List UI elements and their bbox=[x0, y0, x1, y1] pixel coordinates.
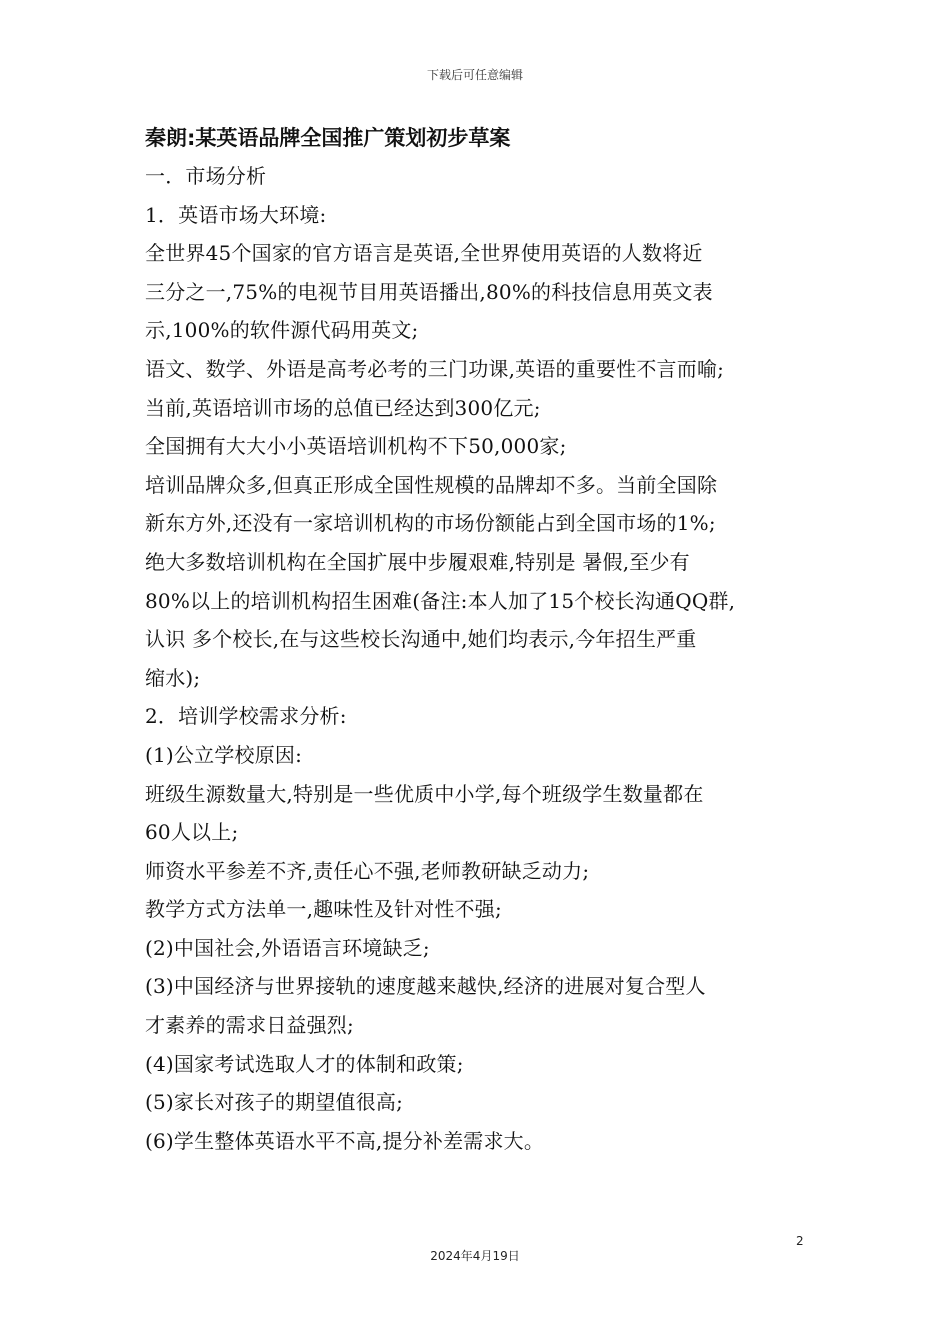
list-item: (2)中国社会,外语语言环境缺乏; bbox=[145, 935, 430, 960]
subsection-heading-school-demand: 2．培训学校需求分析: bbox=[145, 704, 347, 729]
paragraph-line: 教学方式方法单一,趣味性及针对性不强; bbox=[145, 897, 502, 922]
paragraph-line: 师资水平参差不齐,责任心不强,老师教研缺乏动力; bbox=[145, 858, 590, 883]
document-body bbox=[145, 119, 825, 1160]
paragraph-line: 培训品牌众多,但真正形成全国性规模的品牌却不多。当前全国除 bbox=[145, 472, 718, 497]
subsection-heading-english-market: 1．英语市场大环境: bbox=[145, 202, 327, 227]
document-title: 秦朗:某英语品牌全国推广策划初步草案 bbox=[145, 126, 511, 150]
footer-date: 2024年4月19日 bbox=[430, 1249, 520, 1263]
list-item-heading: (1)公立学校原因: bbox=[145, 742, 303, 767]
page-number: 2 bbox=[796, 1234, 804, 1248]
paragraph-line: 绝大多数培训机构在全国扩展中步履艰难,特别是 暑假,至少有 bbox=[145, 549, 690, 574]
paragraph-line: 语文、数学、外语是高考必考的三门功课,英语的重要性不言而喻; bbox=[145, 356, 725, 381]
paragraph-line: 80%以上的培训机构招生困难(备注:本人加了15个校长沟通QQ群, bbox=[145, 588, 736, 613]
paragraph-line: 三分之一,75%的电视节目用英语播出,80%的科技信息用英文表 bbox=[145, 279, 713, 304]
paragraph-line: 缩水); bbox=[145, 665, 201, 690]
header-note: 下载后可任意编辑 bbox=[426, 68, 523, 82]
paragraph-line: 全世界45个国家的官方语言是英语,全世界使用英语的人数将近 bbox=[145, 241, 703, 266]
paragraph-line: 当前,英语培训市场的总值已经达到300亿元; bbox=[145, 395, 541, 420]
paragraph-line: 新东方外,还没有一家培训机构的市场份额能占到全国市场的1%; bbox=[145, 511, 716, 536]
list-item-continuation: 才素养的需求日益强烈; bbox=[145, 1013, 354, 1038]
paragraph-line: 60人以上; bbox=[145, 820, 239, 845]
paragraph-line: 示,100%的软件源代码用英文; bbox=[145, 318, 419, 343]
list-item: (6)学生整体英语水平不高,提分补差需求大。 bbox=[145, 1128, 545, 1153]
list-item: (4)国家考试选取人才的体制和政策; bbox=[145, 1051, 464, 1076]
list-item: (5)家长对孩子的期望值很高; bbox=[145, 1090, 404, 1115]
section-heading-market-analysis: 一．市场分析 bbox=[145, 164, 267, 188]
list-item: (3)中国经济与世界接轨的速度越来越快,经济的进展对复合型人 bbox=[145, 974, 706, 999]
paragraph-line: 全国拥有大大小小英语培训机构不下50,000家; bbox=[145, 434, 567, 459]
paragraph-line: 认识 多个校长,在与这些校长沟通中,她们均表示,今年招生严重 bbox=[145, 627, 697, 652]
paragraph-line: 班级生源数量大,特别是一些优质中小学,每个班级学生数量都在 bbox=[145, 781, 704, 806]
